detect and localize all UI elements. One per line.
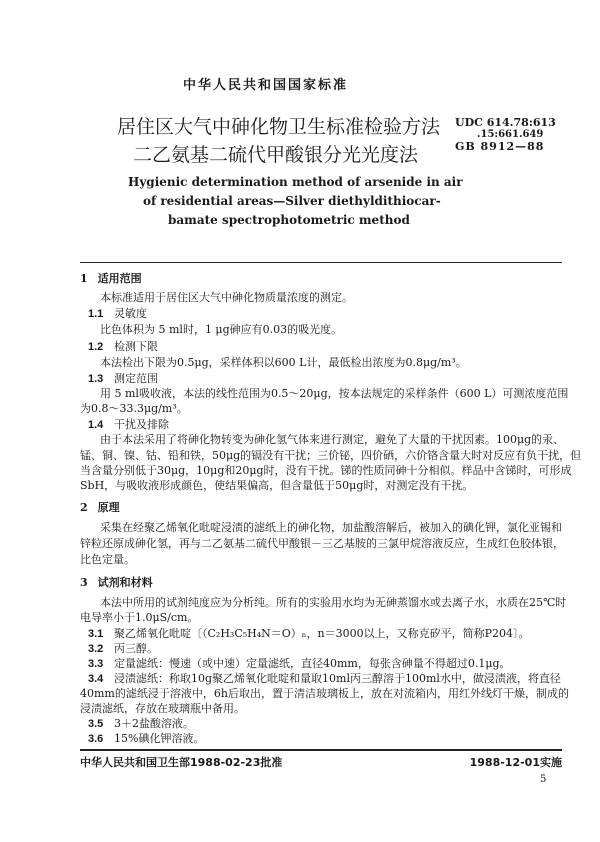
paragraph: 比色定量。: [80, 553, 135, 566]
footer-rule: [80, 749, 562, 751]
udc-code: UDC 614.78:613: [455, 116, 556, 129]
subsection-1-3-heading: 1.3 测定范围: [88, 372, 158, 385]
item-3-2: 3.2 丙三醇。: [88, 642, 158, 655]
title-en-line2: of residential areas—Silver diethyldithiocar-: [143, 194, 441, 208]
item-3-6: 3.6 15%碘化钾溶液。: [88, 732, 205, 745]
paragraph: 浸渍滤纸，存放在玻璃瓶中备用。: [80, 702, 245, 715]
paragraph: 为0.8～33.3μg/m³。: [80, 402, 188, 415]
paragraph: 当含量分别低于30μg，10μg和20μg时，没有干扰。锑的性质同砷十分相似。样品中含锑时，可形成: [80, 464, 572, 477]
paragraph: 电导率小于1.0μS/cm。: [80, 611, 199, 624]
subsection-1-2-heading: 1.2 检测下限: [88, 340, 158, 353]
page-number: 5: [540, 774, 547, 785]
paragraph: 由于本法采用了将砷化物转变为砷化氢气体来进行测定，避免了大量的干扰因素。100μg的汞、: [100, 433, 565, 446]
paragraph: 采集在经聚乙烯氧化吡啶浸渍的滤纸上的砷化物，加盐酸溶解后，被加入的碘化钾，氯化亚锡和: [100, 521, 562, 534]
section-1-heading: 1 适用范围: [80, 272, 142, 285]
paragraph: 本标准适用于居住区大气中砷化物质量浓度的测定。: [100, 291, 353, 304]
item-3-4: 3.4 浸渍滤纸：称取10g聚乙烯氧化吡啶和量取10ml丙三醇溶于100ml水中，做浸渍液，将直径: [88, 672, 561, 685]
item-3-5: 3.5 3＋2盐酸溶液。: [88, 717, 194, 730]
paragraph: 本法中所用的试剂纯度应为分析纯。所有的实验用水均为无砷蒸馏水或去离子水，水质在25℃时: [100, 596, 567, 609]
paragraph: 比色体积为 5 ml时，1 μg砷应有0.03的吸光度。: [100, 323, 343, 336]
subsection-1-4-heading: 1.4 干扰及排除: [88, 418, 169, 431]
title-en-line3: bamate spectrophotometric method: [168, 213, 410, 227]
paragraph: SbH，与吸收液形成颜色，使结果偏高，但含量低于50μg时，对测定没有干扰。: [80, 479, 474, 492]
effective-date: 1988-12-01实施: [469, 756, 562, 769]
header-rule: [80, 262, 562, 263]
item-3-1: 3.1 聚乙烯氧化吡啶〔（C₂H₃C₅H₄N＝O）ₙ，n＝3000以上，又称克矽平，简称P204〕。: [88, 627, 530, 640]
section-2-heading: 2 原理: [80, 501, 120, 514]
item-3-3: 3.3 定量滤纸：慢速（或中速）定量滤纸，直径40mm，每张含砷量不得超过0.1μg。: [88, 657, 511, 670]
paragraph: 本法检出下限为0.5μg，采样体积以600 L计，最低检出浓度为0.8μg/m³。: [100, 356, 467, 369]
udc-code-cont: .15:661.649: [477, 129, 544, 140]
approval-date: 中华人民共和国卫生部1988-02-23批准: [80, 756, 283, 769]
section-3-heading: 3 试剂和材料: [80, 576, 153, 589]
paragraph: 用 5 ml吸收液，本法的线性范围为0.5～20μg，按本法规定的采样条件（600 L）可测浓度范围: [100, 387, 569, 400]
subsection-1-1-heading: 1.1 灵敏度: [88, 307, 147, 320]
title-cn-line1: 居住区大气中砷化物卫生标准检验方法: [117, 116, 441, 138]
title-cn-line2: 二乙氨基二硫代甲酸银分光光度法: [133, 144, 419, 166]
title-en-line1: Hygienic determination method of arsenide in air: [128, 175, 463, 189]
paragraph: 锰、铜、镍、钴、铅和铁，50μg的镉没有干扰；三价铋，四价硒，六价铬含量大时对反应有负干扰，但: [80, 449, 582, 462]
issuing-body: 中华人民共和国国家标准: [183, 78, 349, 93]
gb-number: GB 8912—88: [455, 140, 545, 153]
paragraph: 锌粒还原成砷化氢，再与二乙氨基二硫代甲酸银－三乙基胺的三氯甲烷溶液反应，生成红色胶体银，: [80, 537, 564, 550]
paragraph: 40mm的滤纸浸于溶液中，6h后取出，置于清洁玻璃板上，放在对流箱内，用红外线灯干燥，制成的: [80, 687, 569, 700]
